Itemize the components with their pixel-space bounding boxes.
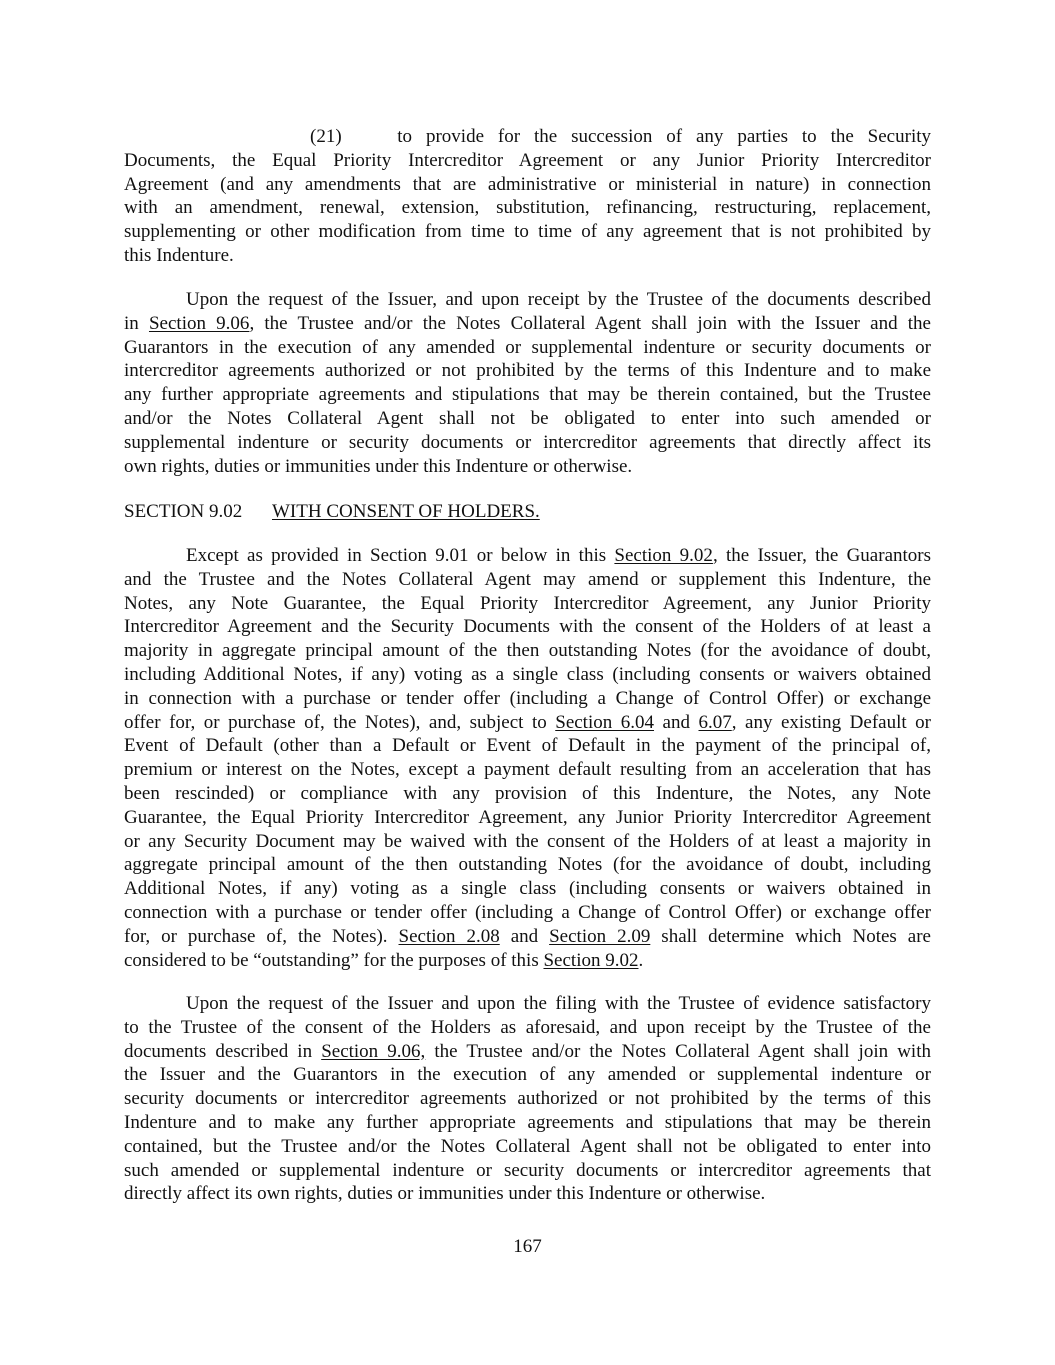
text-segment: the Trustee and/or the Notes Collateral Agent shall join with	[425, 1040, 931, 1062]
text-segment: Notes, any Note Guarantee, the Equal Priority Intercreditor Agreement, any Junior Priority	[124, 592, 931, 614]
text-segment: majority in aggregate principal amount of the then outstanding Notes (for the avoidance of doubt,	[124, 640, 931, 662]
text-segment: been rescinded) or compliance with any provision of this Indenture, the Notes, any Note	[124, 782, 931, 804]
paragraph-clause-21	[124, 125, 931, 268]
section-reference: Section 9.06	[148, 312, 250, 334]
text-segment: directly affect its own rights, duties or immunities under this Indenture or otherwise.	[124, 1183, 766, 1205]
text-segment: this Indenture.	[124, 244, 234, 266]
text-segment: premium or interest on the Notes, except a payment default resulting from an acceleration that has	[124, 759, 931, 781]
text-line	[124, 711, 931, 735]
text-segment: considered to be “outstanding” for the purposes of this	[124, 949, 544, 971]
text-segment: for, or purchase of, the Notes).	[124, 925, 399, 947]
text-segment: including Additional Notes, if any) voting as a single class (including consents or waivers obtained	[124, 663, 931, 685]
section-reference: Section 9.06,	[321, 1040, 426, 1062]
text-segment: shall determine which Notes are	[650, 925, 931, 947]
text-line	[124, 806, 931, 830]
text-segment: offer for, or purchase of, the Notes), and, subject to	[124, 711, 556, 733]
text-line	[124, 992, 931, 1016]
text-segment: such amended or supplemental indenture or security documents or intercreditor agreements that	[124, 1159, 931, 1181]
text-segment: contained, but the Trustee and/or the Notes Collateral Agent shall not be obligated to enter into	[124, 1135, 931, 1157]
text-line	[124, 592, 931, 616]
text-line	[124, 288, 931, 312]
text-line	[124, 734, 931, 758]
section-reference: Section 9.02	[543, 949, 639, 971]
text-segment: in	[124, 312, 149, 334]
text-line	[124, 1016, 931, 1040]
section-reference: Section 2.08	[398, 925, 500, 947]
text-segment: , the Issuer, the Guarantors	[712, 545, 931, 566]
text-segment: supplementing or other modification from time to time of any agreement that is not prohibited by	[124, 221, 931, 243]
text-segment: documents described in	[124, 1040, 322, 1062]
text-segment: and	[499, 925, 550, 947]
text-line	[124, 687, 931, 711]
text-line	[124, 782, 931, 806]
text-segment: Upon the request of the Issuer, and upon receipt by the Trustee of the documents described	[186, 289, 931, 310]
text-segment: in connection with a purchase or tender offer (including a Change of Control Offer) or exchange	[124, 687, 931, 709]
section-reference: 6.07	[698, 711, 732, 733]
text-line	[124, 244, 931, 268]
text-line	[124, 383, 931, 407]
text-line	[124, 568, 931, 592]
paragraph-consent-of-holders	[124, 544, 931, 972]
text-segment: or any Security Document may be waived with the consent of the Holders of at least a majority in	[124, 830, 931, 852]
text-segment: connection with a purchase or tender offer (including a Change of Control Offer) or exchange offer	[124, 901, 931, 923]
section-title: WITH CONSENT OF HOLDERS.	[272, 501, 540, 522]
text-line	[124, 949, 931, 973]
text-line	[124, 359, 931, 383]
text-line	[124, 853, 931, 877]
text-line	[124, 544, 931, 568]
text-line	[124, 877, 931, 901]
text-segment: supplemental indenture or security documents or intercreditor agreements that directly affect its	[124, 431, 931, 453]
text-line	[124, 312, 931, 336]
text-line	[124, 431, 931, 455]
text-segment: and	[654, 711, 699, 733]
text-segment: and the Trustee and the Notes Collateral Agent may amend or supplement this Indenture, the	[124, 568, 931, 590]
paragraph-trustee-join-9-01	[124, 288, 931, 478]
text-line	[124, 125, 931, 149]
text-line	[124, 663, 931, 687]
paragraph-trustee-join-9-02	[124, 992, 931, 1206]
text-segment: , any existing Default or	[731, 711, 931, 733]
section-reference: Section 6.04	[555, 711, 655, 733]
text-line	[124, 173, 931, 197]
text-line	[124, 1087, 931, 1111]
text-segment: Additional Notes, if any) voting as a single class (including consents or waivers obtained in	[124, 878, 931, 900]
text-segment: Event of Default (other than a Default or Event of Default in the payment of the principal of,	[124, 735, 931, 757]
text-segment: Intercreditor Agreement and the Security Documents with the consent of the Holders of at least a	[124, 616, 931, 638]
text-line	[124, 1135, 931, 1159]
text-segment: to the Trustee of the consent of the Holders as aforesaid, and upon receipt by the Trustee of the	[124, 1016, 931, 1038]
text-line	[124, 149, 931, 173]
text-segment: any further appropriate agreements and stipulations that may be therein contained, but the Trustee	[124, 384, 931, 406]
text-segment: , the Trustee and/or the Notes Collateral Agent shall join with the Issuer and the	[249, 312, 931, 334]
text-line	[124, 1182, 931, 1206]
text-line	[124, 901, 931, 925]
page-number: 167	[513, 1236, 542, 1257]
section-heading	[124, 500, 540, 524]
section-reference: Section 9.02	[614, 545, 713, 566]
text-segment: .	[638, 949, 644, 971]
text-line	[124, 407, 931, 431]
text-line	[124, 1040, 931, 1064]
text-segment: security documents or intercreditor agreements authorized or not prohibited by the terms of this	[124, 1088, 931, 1110]
text-line	[124, 925, 931, 949]
text-line	[124, 1063, 931, 1087]
text-segment: Indenture and to make any further appropriate agreements and stipulations that may be therein	[124, 1111, 931, 1133]
text-line	[124, 758, 931, 782]
text-segment: Documents, the Equal Priority Intercreditor Agreement or any Junior Priority Intercreditor	[124, 149, 931, 171]
section-number: SECTION 9.02	[124, 501, 243, 522]
text-line	[124, 220, 931, 244]
text-line	[124, 196, 931, 220]
text-segment: and/or the Notes Collateral Agent shall not be obligated to enter into such amended or	[124, 407, 931, 429]
text-segment: Guarantee, the Equal Priority Intercreditor Agreement, any Junior Priority Intercreditor Agreement	[124, 806, 931, 828]
text-line	[124, 615, 931, 639]
text-segment: aggregate principal amount of the then outstanding Notes (for the avoidance of doubt, including	[124, 854, 931, 876]
text-segment: Agreement (and any amendments that are administrative or ministerial in nature) in connection	[124, 173, 931, 195]
text-line	[124, 336, 931, 360]
text-segment: Upon the request of the Issuer and upon the filing with the Trustee of evidence satisfactory	[186, 993, 931, 1014]
text-segment: (21) to provide for the succession of any parties to the Security	[310, 126, 931, 147]
text-segment: Guarantors in the execution of any amended or supplemental indenture or security documents or	[124, 336, 931, 358]
text-segment: Except as provided in Section 9.01 or below in this	[186, 545, 615, 566]
text-segment: own rights, duties or immunities under this Indenture or otherwise.	[124, 455, 633, 477]
section-reference: Section 2.09	[549, 925, 651, 947]
text-line	[124, 639, 931, 663]
text-line	[124, 830, 931, 854]
text-segment: the Issuer and the Guarantors in the execution of any amended or supplemental indenture or	[124, 1064, 931, 1086]
text-line	[124, 1111, 931, 1135]
text-segment: with an amendment, renewal, extension, substitution, refinancing, restructuring, replacement,	[124, 197, 931, 219]
text-segment: intercreditor agreements authorized or not prohibited by the terms of this Indenture and to make	[124, 360, 931, 382]
text-line	[124, 455, 931, 479]
text-line	[124, 1159, 931, 1183]
